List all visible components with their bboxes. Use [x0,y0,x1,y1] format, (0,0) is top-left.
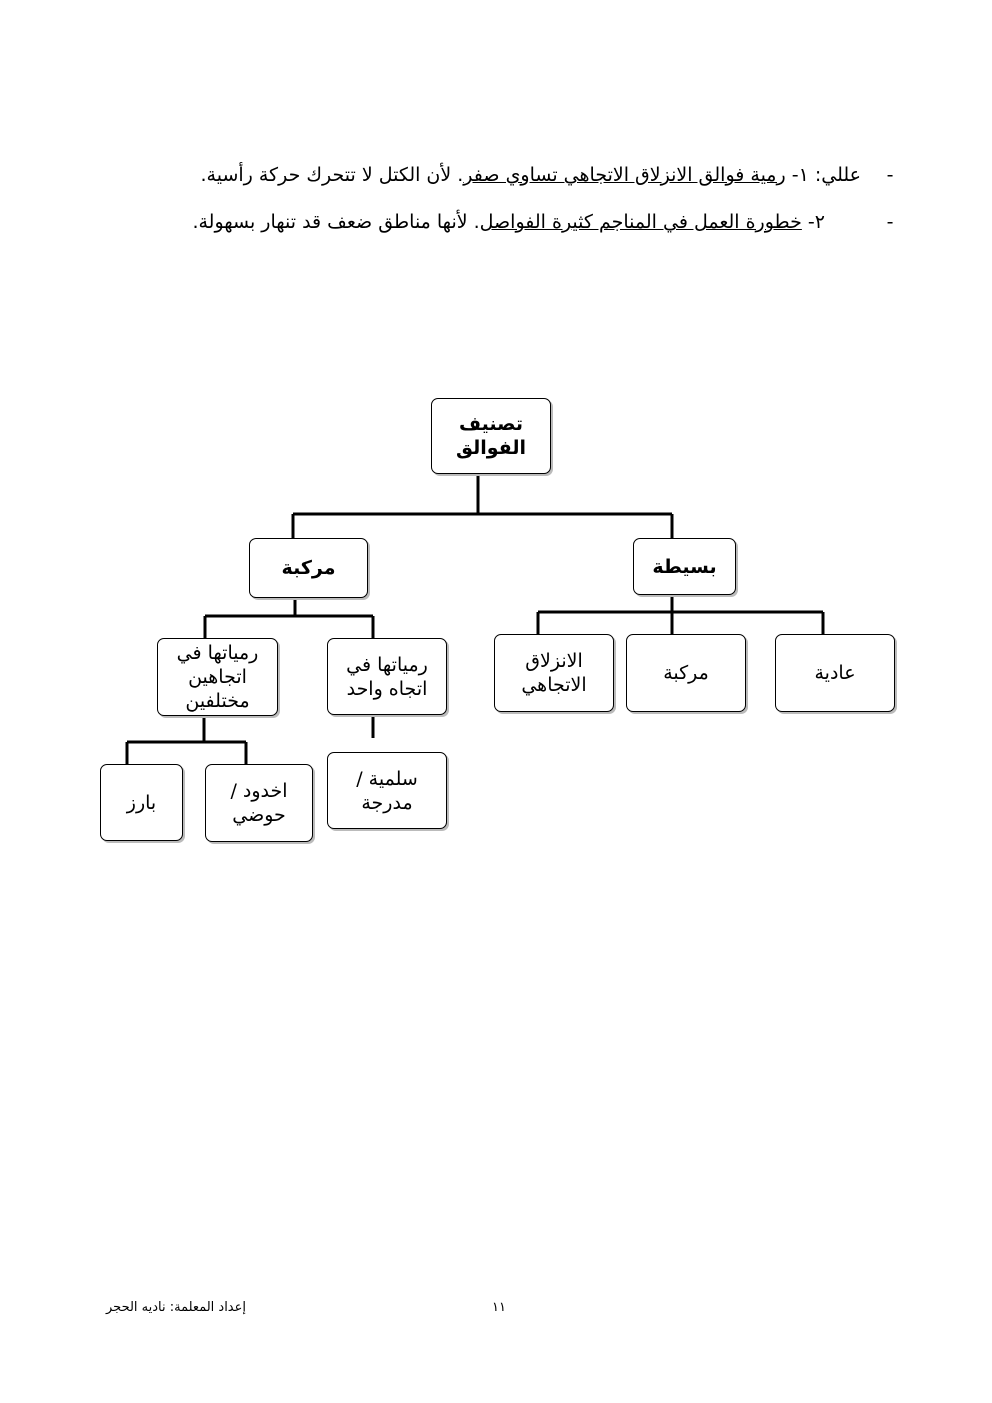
q2-prefix: ٢- [807,211,825,233]
horst-label: بارز [126,791,157,814]
normal-box [775,634,895,712]
normal-label: عادية [814,662,856,684]
q1-statement: رمية فوالق الانزلاق الاتجاهي تساوي صفر [463,164,786,186]
page-number: ١١ [492,1300,506,1315]
simple-compound-box [626,634,746,712]
strike-slip-label: الانزلاق الاتجاهي [521,650,587,696]
compound-box [249,538,368,598]
two-directions-box [157,638,278,716]
bullet-dash: - [886,164,894,186]
stepped-label: سلمية / مدرجة [356,767,418,814]
q1-answer: . لأن الكتل لا تتحرك حركة رأسية. [200,164,464,186]
q1-prefix: عللي: ١- [791,164,861,186]
root-box [431,398,551,474]
footer-author: إعداد المعلمة: ناديه الحجر [106,1300,247,1315]
stepped-box [327,752,447,829]
q2-answer: . لأنها مناطق ضعف قد تنهار بسهولة. [192,211,480,233]
root-label: تصنيف الفوالق [455,413,526,459]
strike-slip-box [494,634,614,712]
simple-compound-label: مركبة [663,662,709,684]
simple-box [633,538,736,595]
simple-label: بسيطة [652,555,717,578]
compound-label: مركبة [281,557,336,579]
graben-box [205,764,313,842]
horst-box [100,764,183,841]
one-direction-box [327,638,447,715]
one-direction-label: رمياتها في اتجاه واحد [346,653,428,700]
graben-label: اخدود / حوضي [230,780,288,826]
bullet-dash: - [886,211,894,233]
two-directions-label: رمياتها في اتجاهين مختلفين [176,642,259,712]
q2-statement: خطورة العمل في المناجم كثيرة الفواصل [479,211,802,233]
